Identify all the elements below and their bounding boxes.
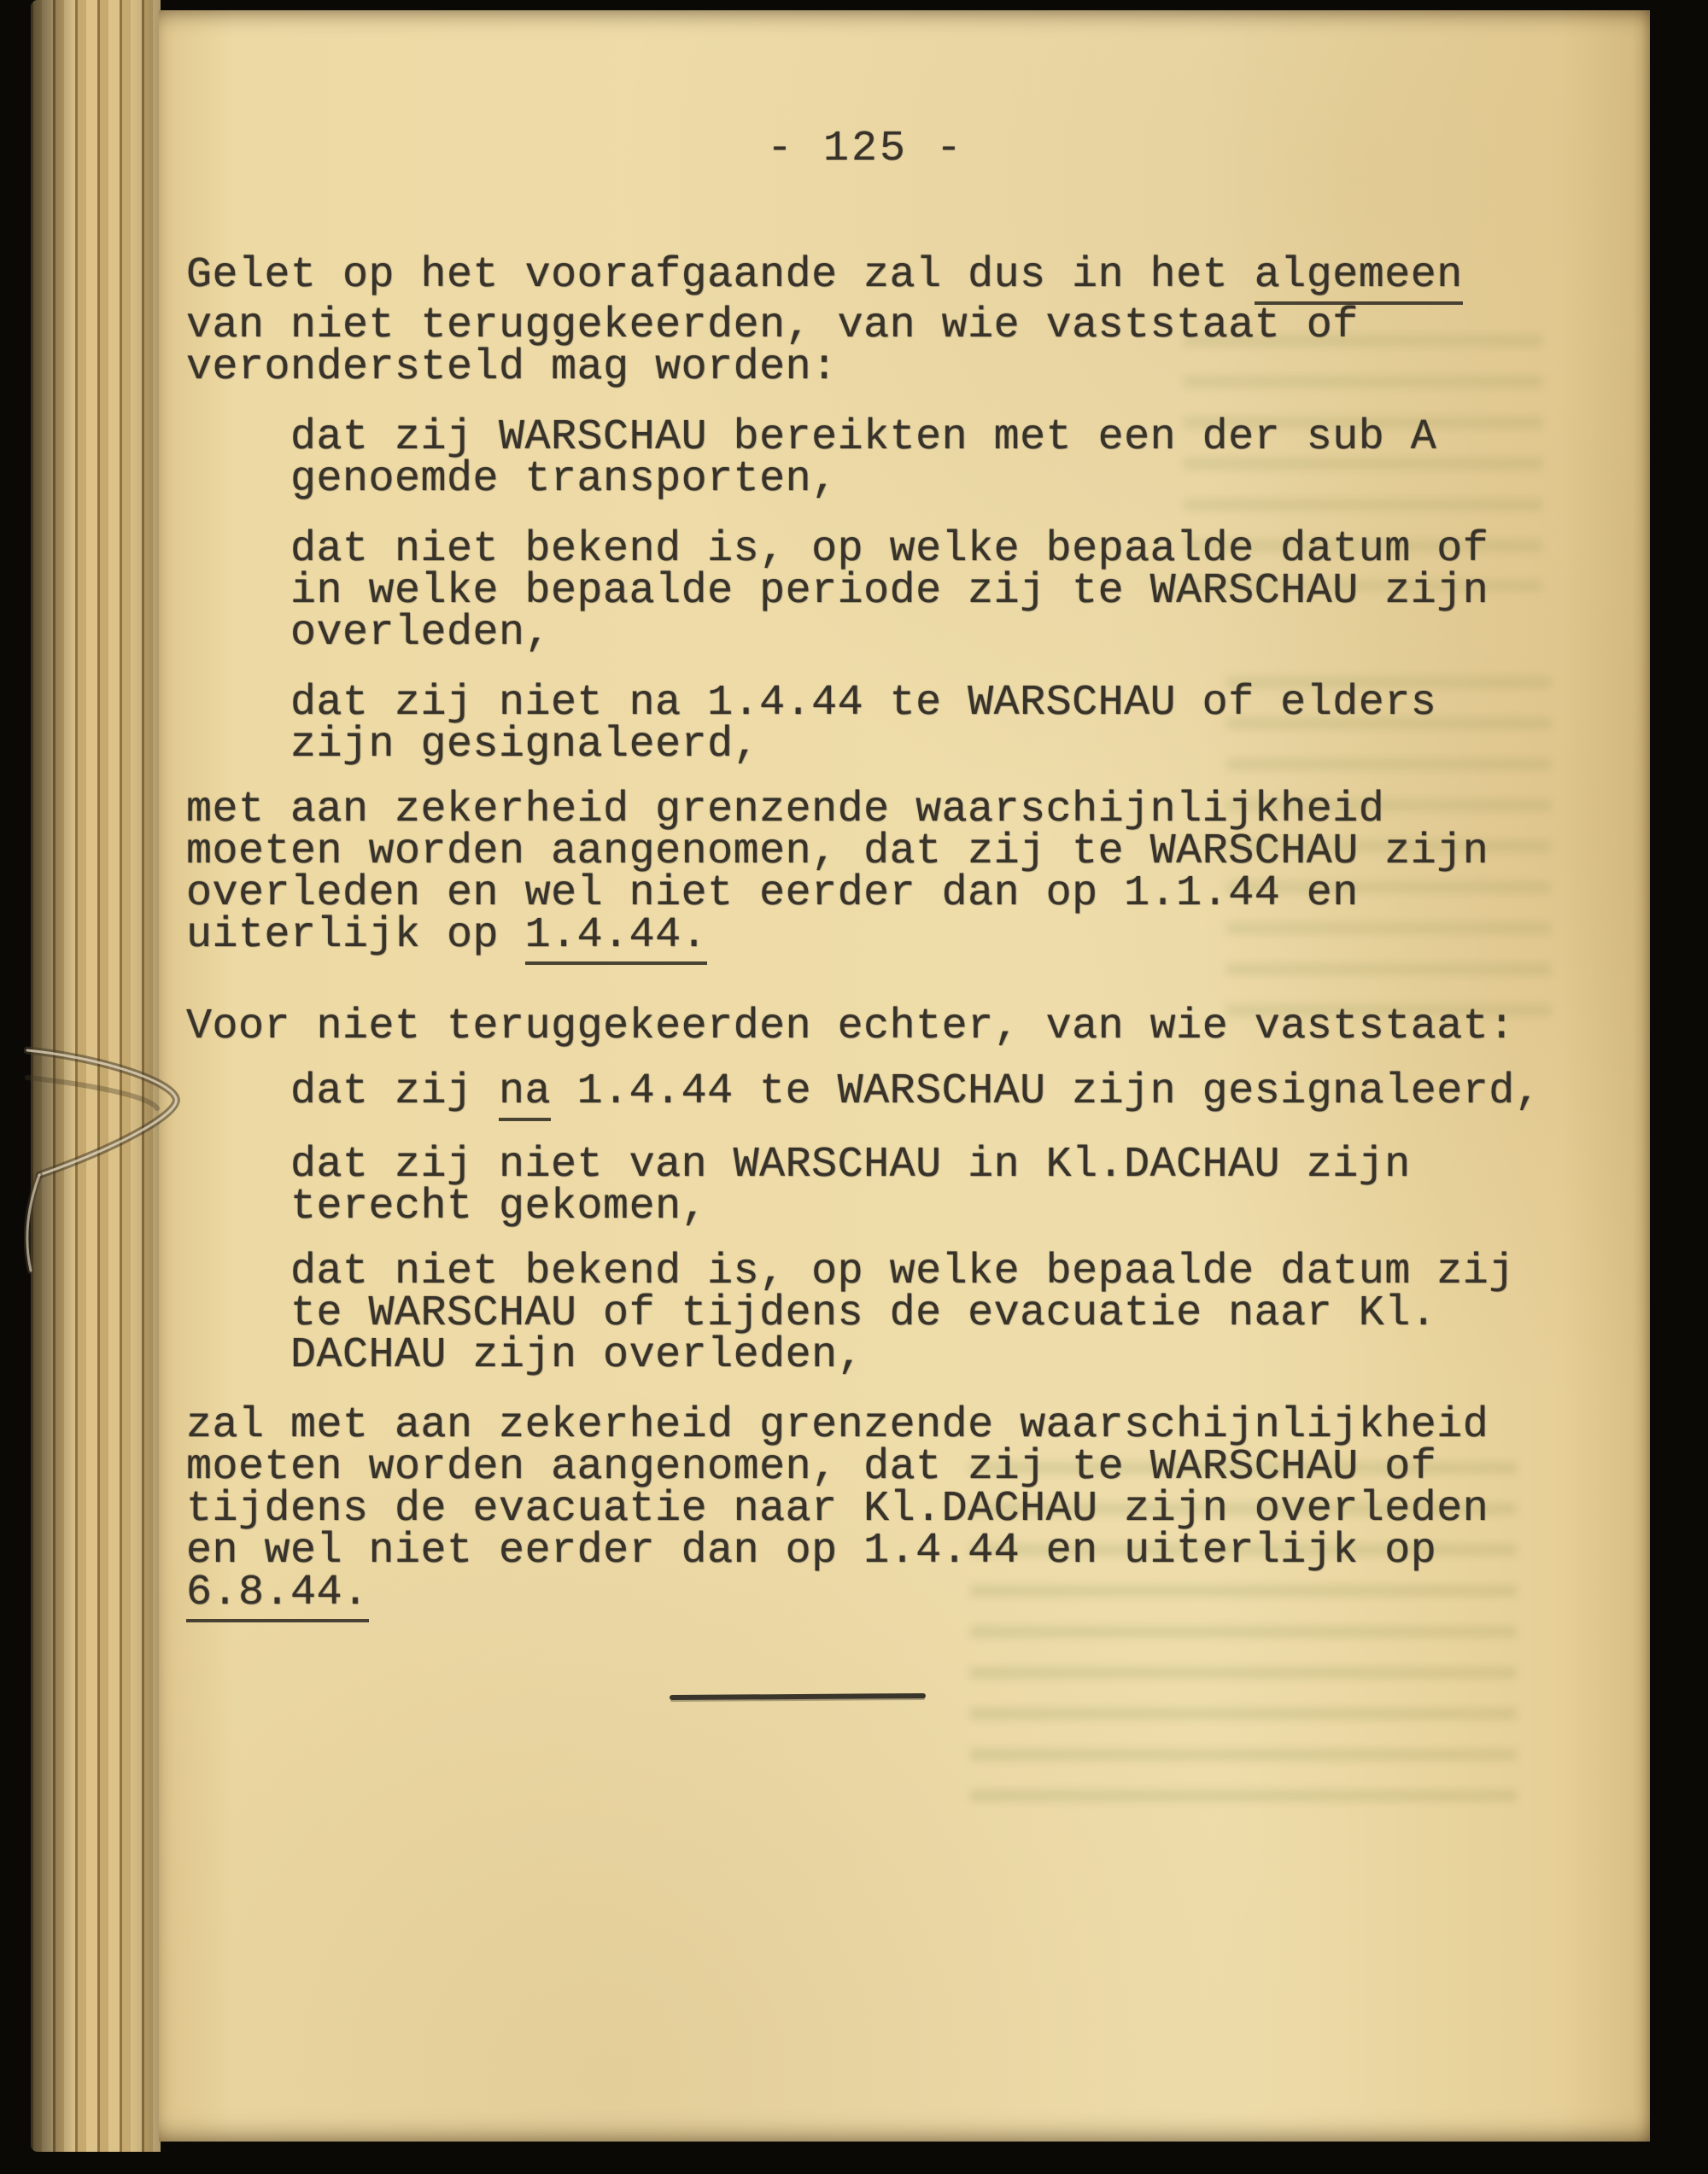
- text-line: [290, 609, 1587, 657]
- text-run: Gelet op het voorafgaande zal dus in het: [186, 251, 1255, 300]
- text-line: [186, 1401, 1587, 1450]
- text-line: [186, 1527, 1587, 1575]
- text-line: [186, 1485, 1587, 1534]
- text-run: te WARSCHAU of tijdens de evacuatie naar Kl.: [290, 1289, 1437, 1338]
- text-line: [186, 251, 1587, 305]
- text-run: zijn gesignaleerd,: [290, 721, 760, 769]
- text-run: overleden,: [290, 609, 552, 657]
- text-line: [290, 1289, 1587, 1338]
- text-run: zal met aan zekerheid grenzende waarschijnlijkheid: [186, 1401, 1489, 1450]
- indent-item: [186, 1067, 1587, 1121]
- text-run: dat zij niet na 1.4.44 te WARSCHAU of elders: [290, 679, 1437, 728]
- indent-item: [186, 525, 1587, 657]
- paragraph: [186, 1401, 1587, 1622]
- text-line: [290, 1141, 1587, 1189]
- document-page: [159, 10, 1650, 2142]
- text-run: dat niet bekend is, op welke bepaalde datum zij: [290, 1248, 1515, 1296]
- text-run: dat zij WARSCHAU bereikten met een der sub A: [290, 413, 1437, 462]
- text-line: [290, 721, 1587, 769]
- text-run: 1.4.44 te WARSCHAU zijn gesignaleerd,: [551, 1067, 1541, 1116]
- underlined-run: na: [499, 1071, 551, 1121]
- text-line: [186, 911, 1587, 965]
- text-line: [186, 301, 1587, 350]
- paragraph: [186, 1002, 1587, 1051]
- text-run: in welke bepaalde periode zij te WARSCHAU zijn: [290, 567, 1489, 616]
- text-line: [290, 1067, 1587, 1121]
- text-run: tijdens de evacuatie naar Kl.DACHAU zijn overleden: [186, 1485, 1489, 1534]
- indent-item: [186, 413, 1587, 504]
- text-line: [290, 413, 1587, 462]
- paragraph: [186, 251, 1587, 392]
- text-line: [186, 827, 1587, 876]
- text-run: uiterlijk op: [186, 911, 525, 960]
- text-line: [186, 869, 1587, 918]
- text-run: met aan zekerheid grenzende waarschijnlijkheid: [186, 786, 1385, 834]
- paragraph: [186, 786, 1587, 965]
- text-line: [290, 567, 1587, 616]
- text-run: moeten worden aangenomen, dat zij te WARSCHAU of: [186, 1443, 1437, 1492]
- document-text: [186, 251, 1587, 1651]
- text-line: [290, 1248, 1587, 1296]
- text-line: [290, 455, 1587, 504]
- text-run: dat niet bekend is, op welke bepaalde datum of: [290, 525, 1489, 574]
- text-line: [186, 1569, 1587, 1622]
- text-run: terecht gekomen,: [290, 1183, 708, 1231]
- text-run: verondersteld mag worden:: [186, 343, 838, 392]
- underlined-run: 6.8.44.: [186, 1572, 369, 1622]
- text-run: dat zij niet van WARSCHAU in Kl.DACHAU zijn: [290, 1141, 1411, 1189]
- text-line: [290, 1331, 1587, 1380]
- text-run: Voor niet teruggekeerden echter, van wie vaststaat:: [186, 1002, 1515, 1051]
- underlined-run: algemeen: [1255, 254, 1463, 305]
- text-run: dat zij: [290, 1067, 500, 1116]
- text-line: [290, 525, 1587, 574]
- indent-item: [186, 679, 1587, 769]
- paper-clip: [24, 1006, 207, 1276]
- divider-rule: [670, 1693, 926, 1700]
- page-number: - 125 -: [767, 125, 965, 173]
- text-run: en wel niet eerder dan op 1.4.44 en uiterlijk op: [186, 1527, 1437, 1575]
- text-line: [186, 1443, 1587, 1492]
- text-line: [290, 1183, 1587, 1231]
- text-run: genoemde transporten,: [290, 455, 838, 504]
- text-line: [290, 679, 1587, 728]
- underlined-run: 1.4.44.: [525, 915, 708, 965]
- text-line: [186, 343, 1587, 392]
- indent-item: [186, 1141, 1587, 1231]
- indent-item: [186, 1248, 1587, 1380]
- text-line: [186, 786, 1587, 834]
- text-run: overleden en wel niet eerder dan op 1.1.44 en: [186, 869, 1359, 918]
- text-run: van niet teruggekeerden, van wie vaststaat of: [186, 301, 1359, 350]
- text-run: moeten worden aangenomen, dat zij te WARSCHAU zijn: [186, 827, 1489, 876]
- text-line: [186, 1002, 1587, 1051]
- text-run: DACHAU zijn overleden,: [290, 1331, 864, 1380]
